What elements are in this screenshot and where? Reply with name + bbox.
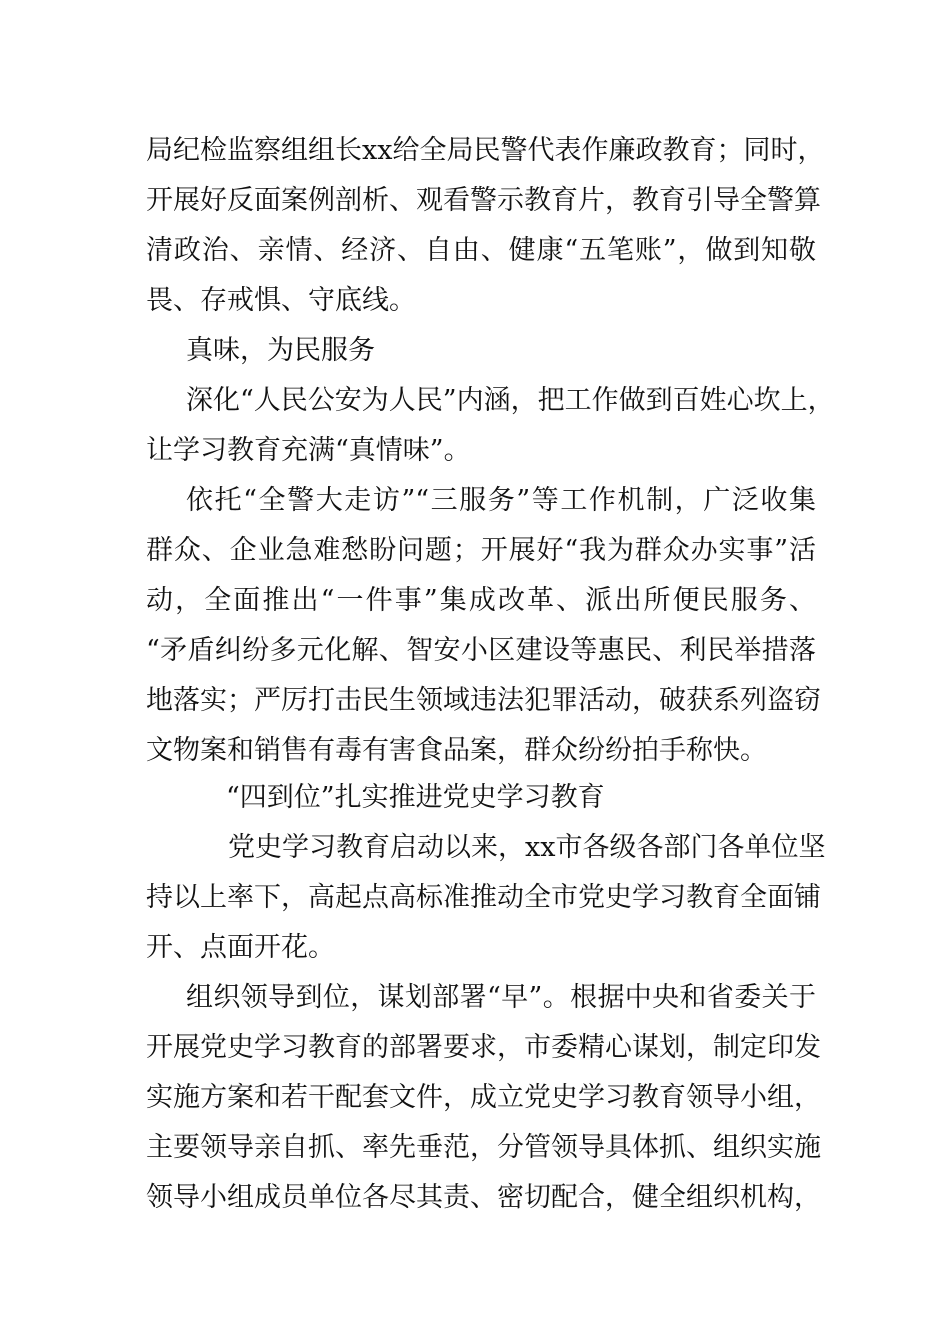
paragraph-line: 动，全面推出“一件事”集成改革、派出所便民服务、 bbox=[146, 585, 816, 616]
paragraph-line: “矛盾纠纷多元化解、智安小区建设等惠民、利民举措落 bbox=[146, 635, 816, 666]
paragraph-line: 持以上率下，高起点高标准推动全市党史学习教育全面铺 bbox=[146, 882, 821, 913]
section-heading: 真味，为民服务 bbox=[186, 335, 375, 366]
paragraph-line: 实施方案和若干配套文件，成立党史学习教育领导小组， bbox=[146, 1082, 821, 1113]
paragraph-line: 领导小组成员单位各尽其责、密切配合，健全组织机构， bbox=[146, 1182, 821, 1213]
paragraph-line: 依托“全警大走访”“三服务”等工作机制，广泛收集 bbox=[186, 485, 816, 516]
paragraph-line: 群众、企业急难愁盼问题；开展好“我为群众办实事”活 bbox=[146, 535, 816, 566]
paragraph-line: 深化“人民公安为人民”内涵，把工作做到百姓心坎上， bbox=[186, 385, 835, 416]
paragraph-line: 畏、存戒惧、守底线。 bbox=[146, 285, 416, 316]
paragraph-line: 开、点面开花。 bbox=[146, 932, 335, 963]
paragraph-line: 组织领导到位，谋划部署“早”。根据中央和省委关于 bbox=[186, 982, 816, 1013]
paragraph-line: 开展好反面案例剖析、观看警示教育片，教育引导全警算 bbox=[146, 185, 821, 216]
paragraph-line: 主要领导亲自抓、率先垂范，分管领导具体抓、组织实施 bbox=[146, 1132, 821, 1163]
paragraph-line: 让学习教育充满“真情味”。 bbox=[146, 435, 471, 466]
paragraph-line: 地落实；严厉打击民生领域违法犯罪活动，破获系列盗窃 bbox=[146, 685, 821, 716]
section-heading: “四到位”扎实推进党史学习教育 bbox=[226, 782, 605, 813]
paragraph-line: 党史学习教育启动以来，xx市各级各部门各单位坚 bbox=[228, 832, 826, 863]
paragraph-line: 文物案和销售有毒有害食品案，群众纷纷拍手称快。 bbox=[146, 735, 767, 766]
paragraph-line: 清政治、亲情、经济、自由、健康“五笔账”，做到知敬 bbox=[146, 235, 816, 266]
paragraph-line: 开展党史学习教育的部署要求，市委精心谋划，制定印发 bbox=[146, 1032, 821, 1063]
paragraph-line: 局纪检监察组组长xx给全局民警代表作廉政教育；同时， bbox=[146, 135, 825, 166]
